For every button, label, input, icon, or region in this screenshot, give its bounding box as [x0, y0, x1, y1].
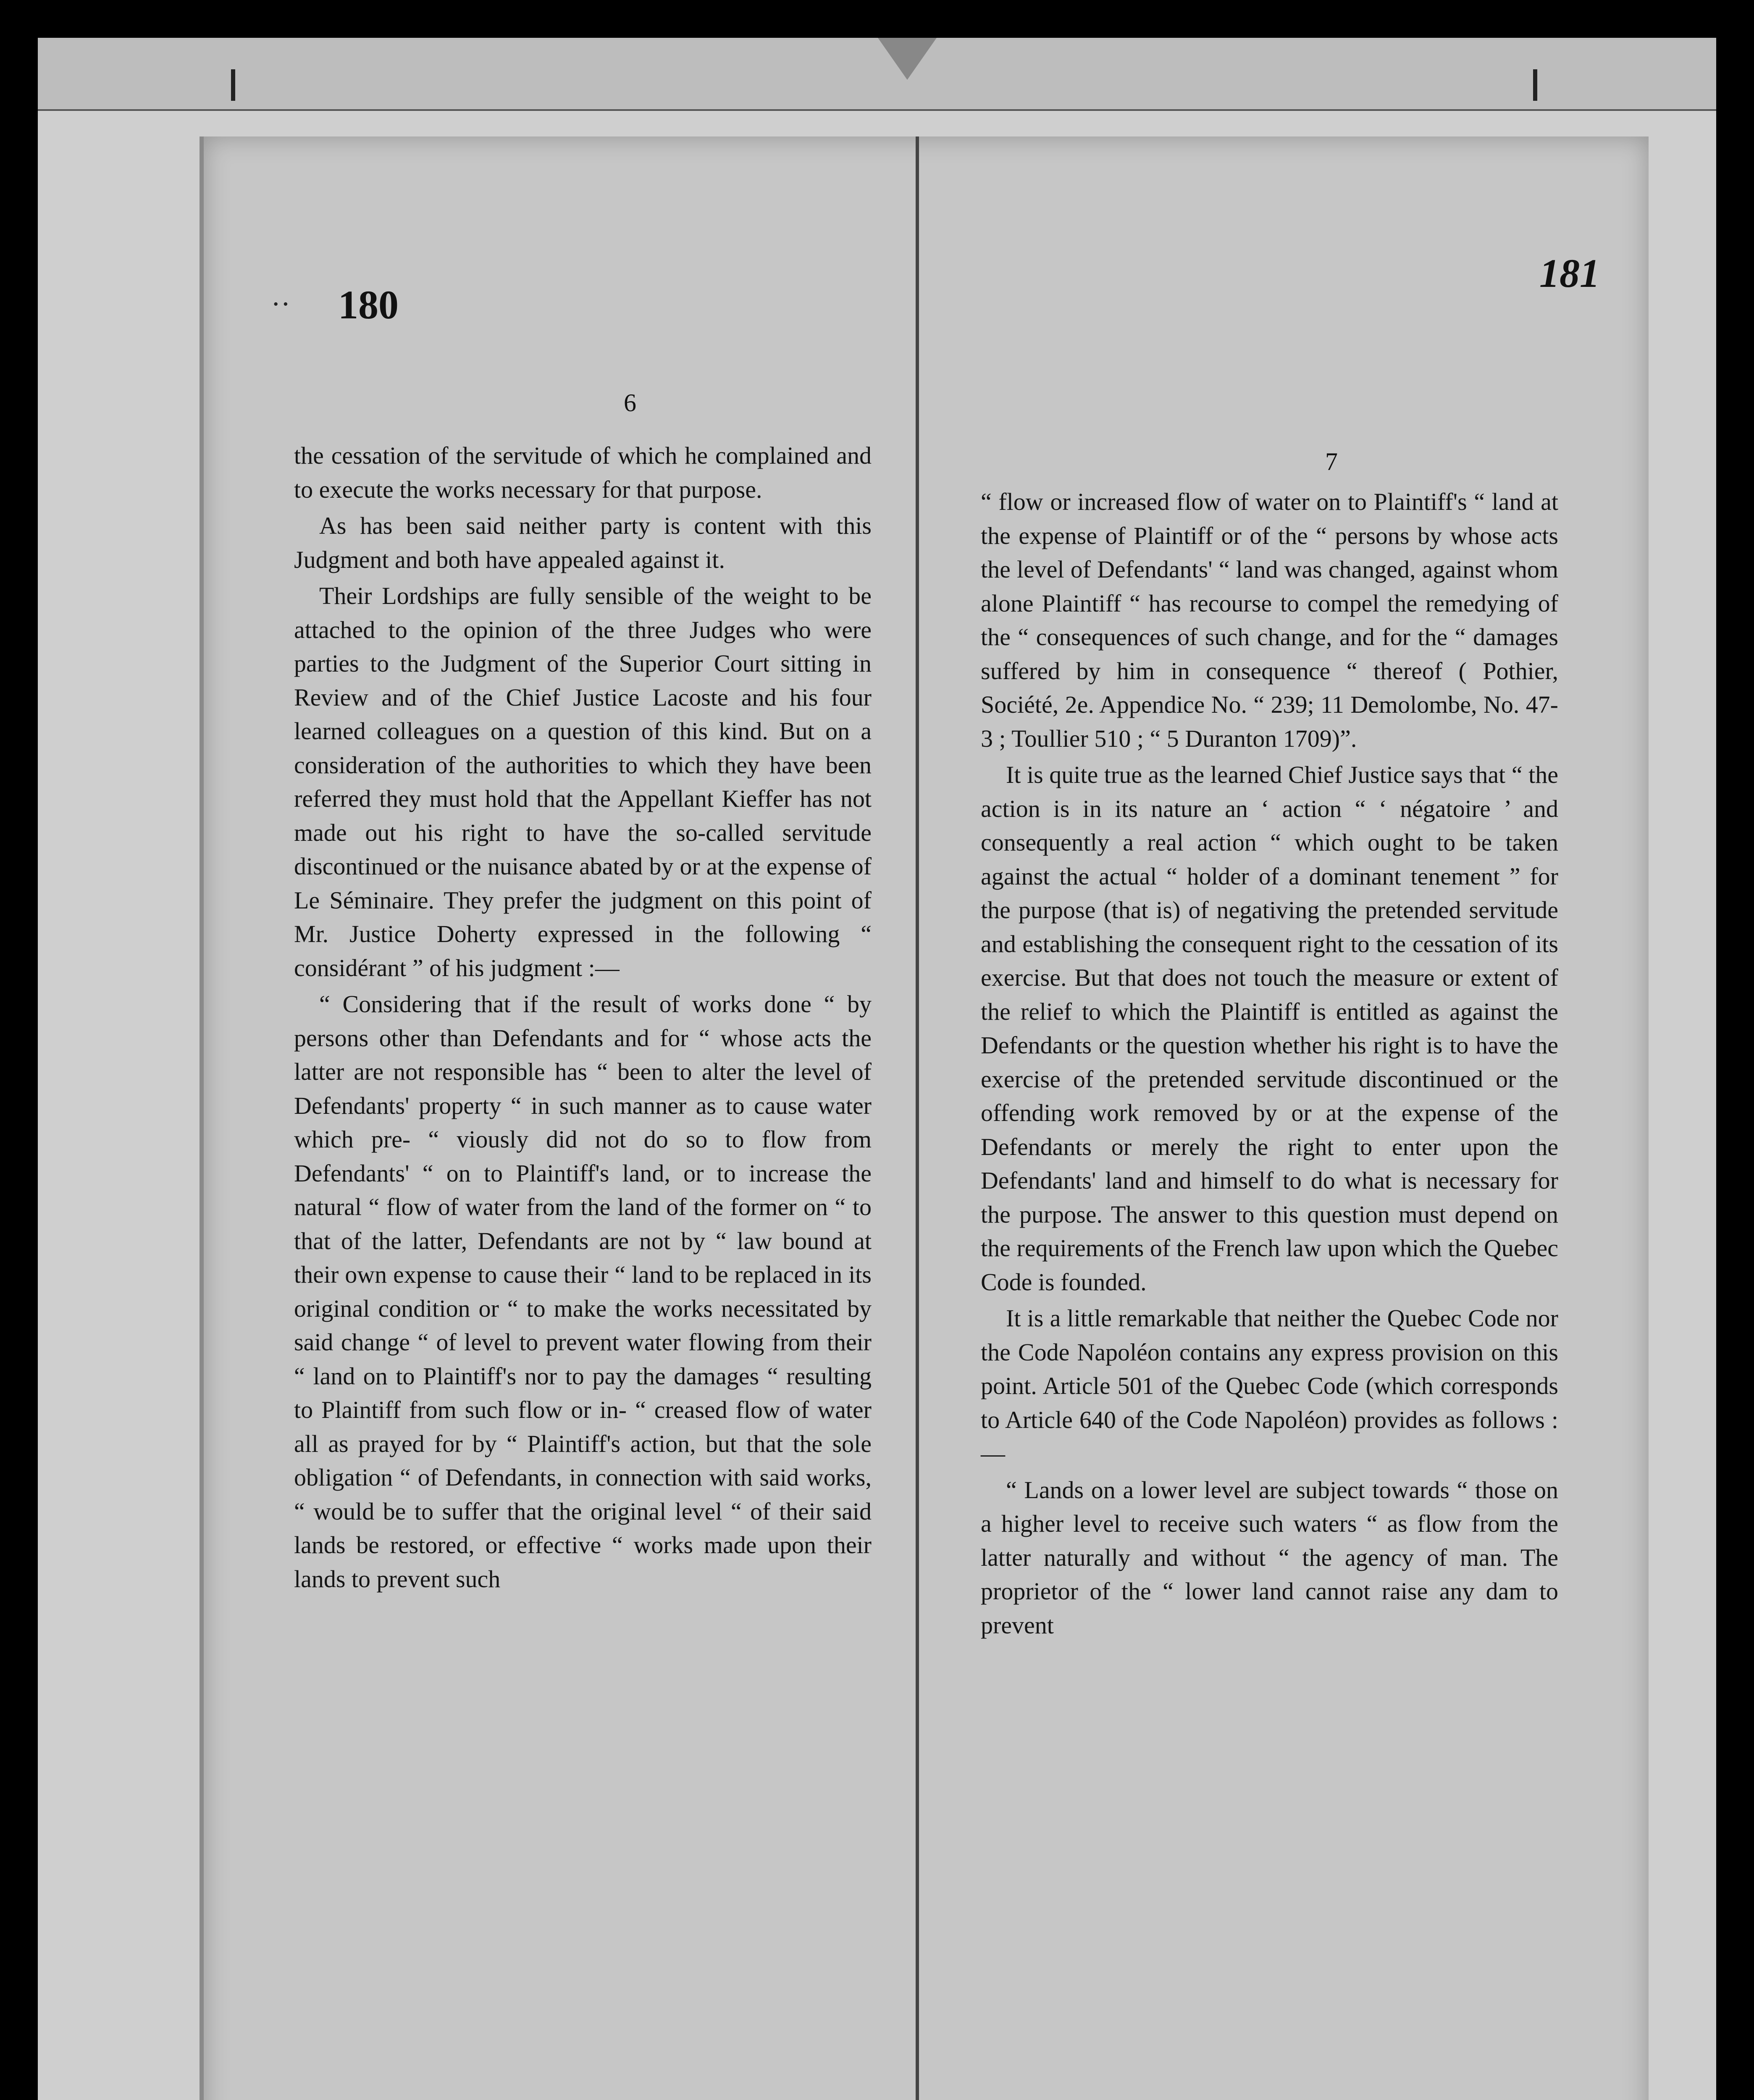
frame-notch	[878, 38, 937, 80]
quoted-paragraph: “ Considering that if the result of works done “ by persons other than Defendants and for “ whose acts the latter are not responsible has “ been to alter the level of Defendants' property “ in such manner as to cause water which pre- “ viously did not do so to flow from Defendants' “ on to Plaintiff's land, or to increase the natural “ flow of water from the land of the former on “ to that of the latter, Defendants are not by “ law bound at their own expense to cause their “ land to be replaced in its original condition or “ to make the works necessitated by said change “ of level to prevent water flowing from their “ land on to Plaintiff's nor to pay the damages “ resulting to Plaintiff from such flow or in- “ creased flow of water all as prayed for by “ Plaintiff's action, but that the sole obligation “ of Defendants, in connection with said works, “ would be to suffer that the original level “ of their said lands be restored, or effective “ works made upon their lands to prevent such	[294, 990, 872, 1593]
paragraph: the cessation of the servitude of which he complained and to execute the works necessary for that purpose.	[294, 442, 872, 503]
microfilm-frame	[38, 38, 1716, 2100]
page-number-right: 181	[1539, 251, 1600, 296]
quoted-paragraph: “ flow or increased flow of water on to Plaintiff's “ land at the expense of Plaintiff or of the “ persons by whose acts the level of Defendants' “ land was changed, against whom alone Plaintiff “ has recourse to compel the remedying of the “ consequences of such change, and for the “ damages suffered by him in consequence “ thereof ( Pothier, Société, 2e. Appendice No. “ 239; 11 Demolombe, No. 47-3 ; Toullier 510 ; “ 5 Duranton 1709)”.	[981, 488, 1558, 752]
paragraph: It is quite true as the learned Chief Justice says that “ the action is in its nature an ‘ action “ ‘ négatoire ’ and consequently a real action “ which ought to be taken against the actual “ holder of a dominant tenement ” for the purpose (that is) of negativing the pretended servitude and establishing the consequent right to the cessation of its exercise. But that does not touch the measure or extent of the relief to which the Plaintiff is entitled as against the Defendants or the question whether his right is to have the exercise of the pretended servitude discontinued or the offending work removed by or at the expense of the Defendants or merely the right to enter upon the Defendants' land and himself to do what is necessary for the purpose. The answer to this question must depend on the requirements of the French law upon which the Quebec Code is founded.	[981, 761, 1558, 1296]
paragraph: It is a little remarkable that neither the Quebec Code nor the Code Napoléon contains any express provision on this point. Article 501 of the Quebec Code (which corresponds to Article 640 of the Code Napoléon) provides as follows :—	[981, 1305, 1558, 1467]
film-strip-header	[38, 38, 1716, 111]
page-number-left: 180	[338, 282, 399, 327]
left-page-text	[294, 439, 872, 1599]
margin-mark: ··	[271, 288, 291, 320]
sub-page-number-right: 7	[1325, 448, 1338, 475]
frame-tick-left	[231, 69, 235, 101]
paragraph: As has been said neither party is content with this Judgment and both have appealed against it.	[294, 512, 872, 573]
frame-tick-right	[1533, 69, 1537, 101]
sub-page-number-left: 6	[624, 389, 636, 417]
paragraph: Their Lordships are fully sensible of the weight to be attached to the opinion of the three Judges who were parties to the Judgment of the Superior Court sitting in Review and of the Chief Justice Lacoste and his four learned colleagues on a question of this kind. But on a consideration of the authorities to which they have been referred they must hold that the Appellant Kieffer has not made out his right to have the so-called servitude discontinued or the nuisance abated by or at the expense of Le Séminaire. They prefer the judgment on this point of Mr. Justice Doherty expressed in the following “ considérant ” of his judgment :—	[294, 582, 872, 982]
quoted-paragraph: “ Lands on a lower level are subject towards “ those on a higher level to receive such waters “ as flow from the latter naturally and without “ the agency of man. The proprietor of the “ lower land cannot raise any dam to prevent	[981, 1476, 1558, 1639]
document-spread	[200, 136, 1649, 2100]
page-spine	[916, 136, 919, 2100]
right-page-text	[981, 485, 1558, 1645]
